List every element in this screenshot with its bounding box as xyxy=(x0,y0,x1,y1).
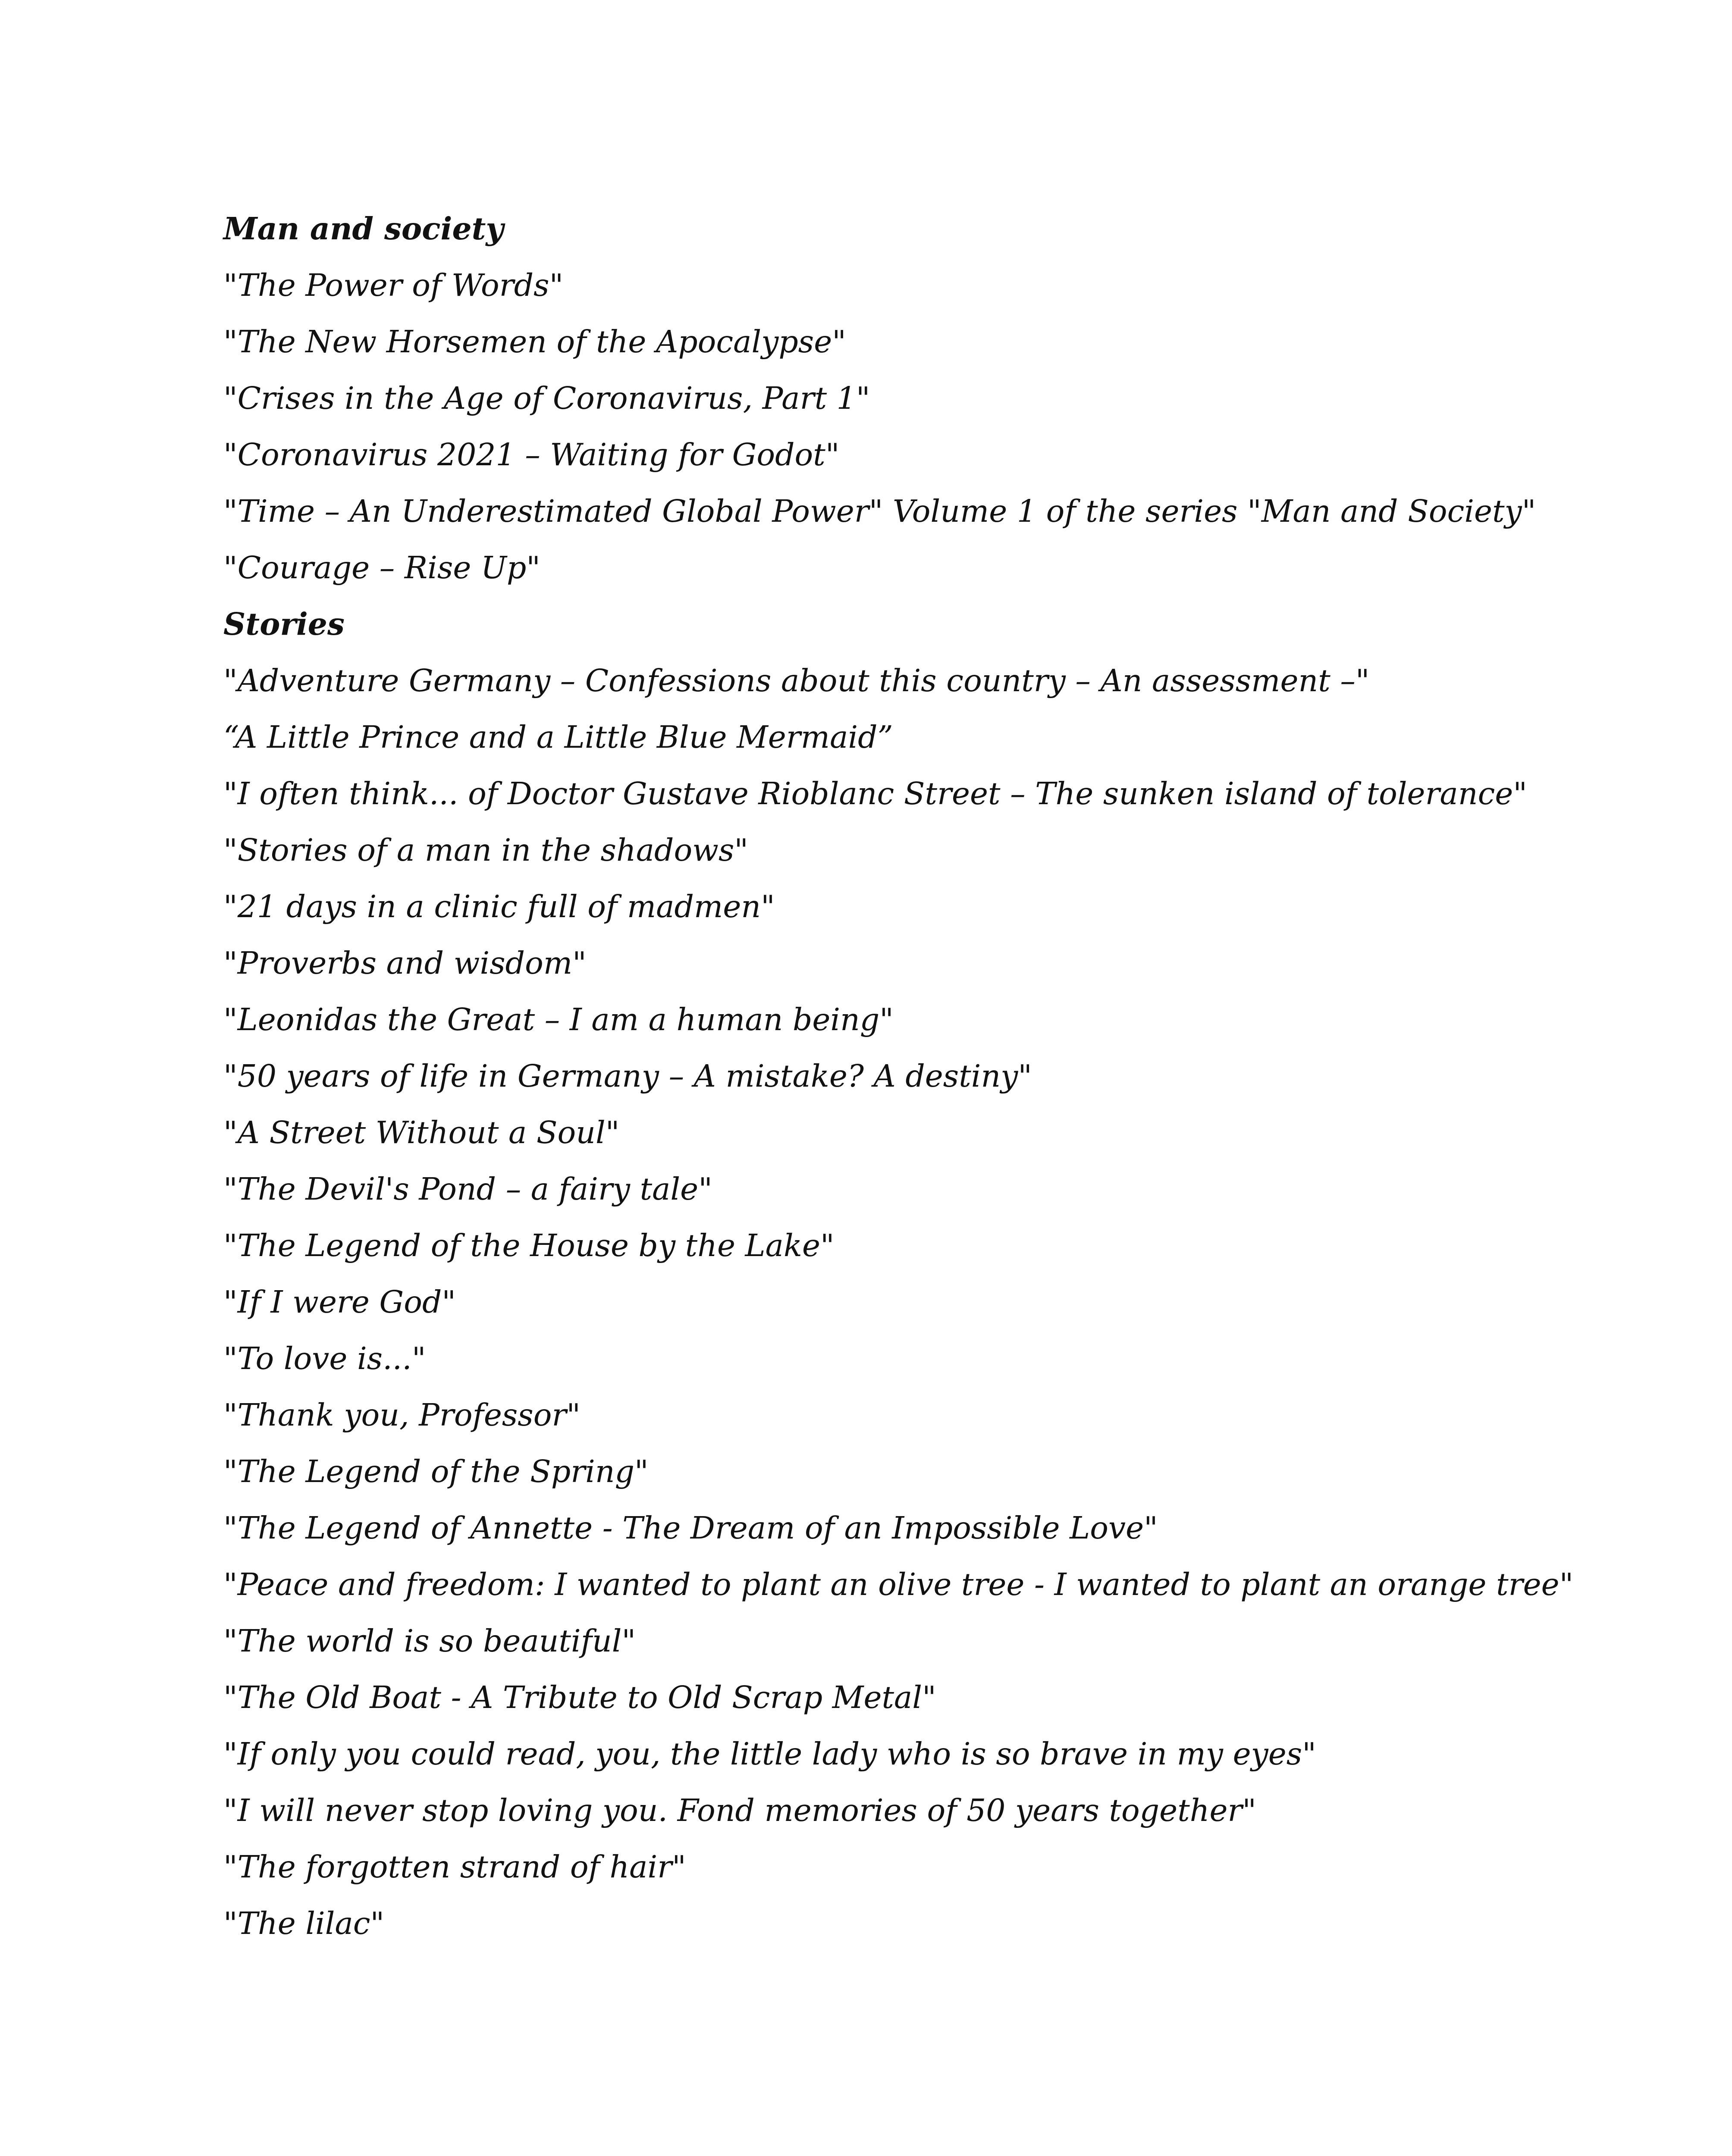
list-item: "Peace and freedom: I wanted to plant an olive tree - I wanted to plant an orange tree" xyxy=(223,1567,1574,1602)
list-item: "To love is..." xyxy=(223,1341,426,1376)
list-item: "I will never stop loving you. Fond memories of 50 years together" xyxy=(223,1792,1257,1828)
list-item: "21 days in a clinic full of madmen" xyxy=(223,889,775,924)
list-item: "50 years of life in Germany – A mistake? A destiny" xyxy=(223,1058,1032,1094)
list-item: "A Street Without a Soul" xyxy=(223,1115,620,1150)
list-item: "The Legend of the Spring" xyxy=(223,1454,649,1489)
list-item: "I often think... of Doctor Gustave Rioblanc Street – The sunken island of tolerance" xyxy=(223,776,1528,812)
list-item: "Thank you, Professor" xyxy=(223,1397,581,1433)
list-item: "Stories of a man in the shadows" xyxy=(223,832,749,868)
list-item: "The Devil's Pond – a fairy tale" xyxy=(223,1171,712,1207)
section-heading-man-and-society: Man and society xyxy=(223,210,504,247)
list-item: "Time – An Underestimated Global Power" Volume 1 of the series "Man and Society" xyxy=(223,493,1536,529)
list-item: "Crises in the Age of Coronavirus, Part 1" xyxy=(223,380,870,416)
list-item: "If only you could read, you, the little lady who is so brave in my eyes" xyxy=(223,1736,1316,1772)
list-item: "The New Horsemen of the Apocalypse" xyxy=(223,324,846,360)
list-item: "Coronavirus 2021 – Waiting for Godot" xyxy=(223,437,840,473)
list-item: "Leonidas the Great – I am a human being" xyxy=(223,1002,894,1037)
list-item: "The forgotten strand of hair" xyxy=(223,1849,686,1885)
list-item: "Adventure Germany – Confessions about this country – An assessment –" xyxy=(223,663,1370,699)
list-item: "The Old Boat - A Tribute to Old Scrap Metal" xyxy=(223,1680,936,1715)
section-heading-stories: Stories xyxy=(223,606,345,642)
list-item: "The Legend of the House by the Lake" xyxy=(223,1228,835,1263)
list-item: "If I were God" xyxy=(223,1284,456,1320)
list-item: "The Power of Words" xyxy=(223,267,564,303)
list-item: "Proverbs and wisdom" xyxy=(223,945,587,981)
list-item: “A Little Prince and a Little Blue Mermaid” xyxy=(223,719,893,755)
book-list xyxy=(223,201,1603,1952)
list-item: "The world is so beautiful" xyxy=(223,1623,636,1659)
list-item: "The Legend of Annette - The Dream of an Impossible Love" xyxy=(223,1510,1158,1546)
list-item: "Courage – Rise Up" xyxy=(223,550,540,586)
list-item: "The lilac" xyxy=(223,1905,385,1941)
